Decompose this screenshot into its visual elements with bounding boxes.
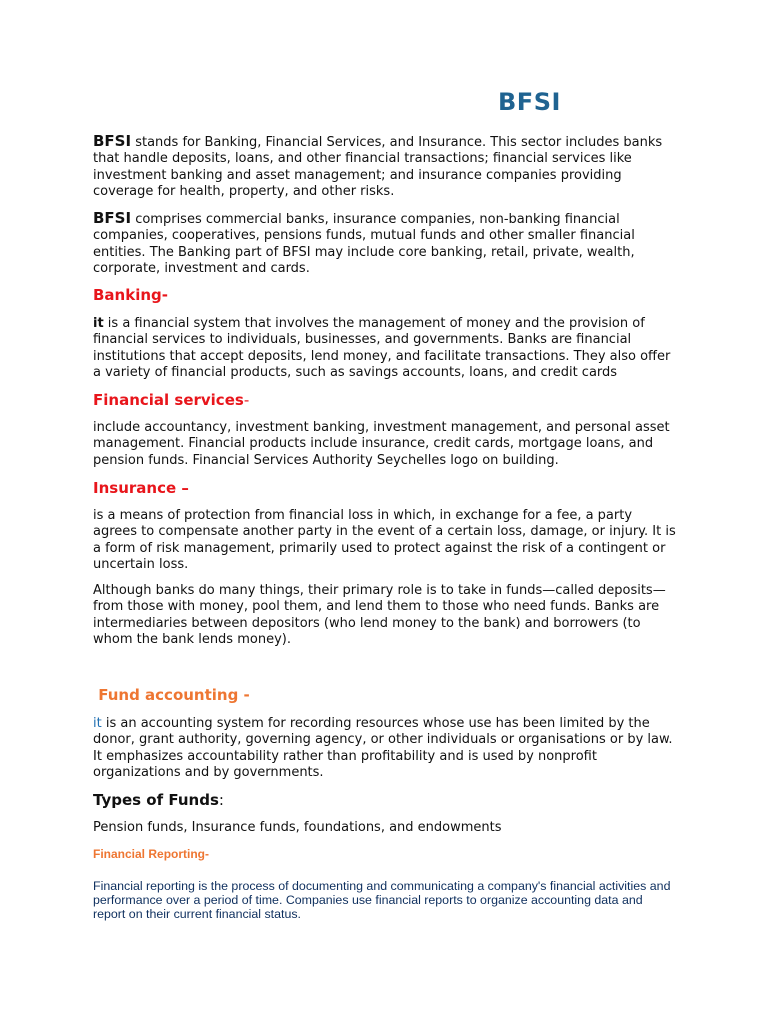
types-of-funds-heading-text: Types of Funds bbox=[93, 791, 219, 809]
financial-reporting-heading: Financial Reporting- bbox=[93, 847, 210, 861]
fund-accounting-paragraph bbox=[93, 716, 678, 781]
banking-text: is a financial system that involves the management of money and the provision of financial services to individuals, businesses, and governments. Banks are financial institutions that accept deposits, lend money, and facilitate transactions. They also offer a variety of financial products, such as savings accounts, loans, and credit cards bbox=[93, 316, 671, 380]
document-title: BFSI bbox=[498, 88, 561, 116]
intro-lead-2: BFSI bbox=[93, 209, 132, 227]
banking-lead: it bbox=[93, 316, 104, 331]
financial-services-heading-suffix: - bbox=[243, 391, 250, 409]
insurance-paragraph-1: is a means of protection from financial loss in which, in exchange for a fee, a party agrees to compensate another party in the event of a certain loss, damage, or injury. It is a form of risk management, primarily used to protect against the risk of a contingent or uncertain loss. bbox=[93, 508, 676, 572]
intro-lead-1: BFSI bbox=[93, 132, 132, 150]
insurance-paragraph-2: Although banks do many things, their primary role is to take in funds—called deposits—from those with money, pool them, and lend them to those who need funds. Banks are intermediaries between depositors (who lend money to the bank) and borrowers (to whom the bank lends money). bbox=[93, 583, 666, 647]
intro-paragraph-1 bbox=[93, 133, 678, 200]
financial-services-paragraph: include accountancy, investment banking, investment management, and personal asset management. Financial products include insurance, credit cards, mortgage loans, and pension funds. Financial Services Authority Seychelles logo on building. bbox=[93, 420, 670, 468]
fund-accounting-lead: it bbox=[93, 716, 102, 731]
types-of-funds-colon: : bbox=[218, 791, 224, 809]
intro-paragraph-2 bbox=[93, 210, 678, 277]
financial-services-heading bbox=[93, 391, 678, 409]
financial-services-heading-text: Financial services bbox=[93, 391, 244, 409]
types-of-funds-heading bbox=[93, 791, 678, 809]
banking-heading: Banking- bbox=[93, 286, 168, 304]
insurance-heading: Insurance – bbox=[93, 479, 189, 497]
intro-text-1: stands for Banking, Financial Services, and Insurance. This sector includes banks that handle deposits, loans, and other financial transactions; financial services like investment banking and asset management; and insurance companies providing coverage for health, property, and other risks. bbox=[93, 135, 663, 199]
financial-reporting-paragraph: Financial reporting is the process of documenting and communicating a company's financial activities and performance over a period of time. Companies use financial reports to organize accounting data and report on their current financial status. bbox=[93, 879, 671, 921]
intro-text-2: comprises commercial banks, insurance companies, non-banking financial companies, cooperatives, pensions funds, mutual funds and other smaller financial entities. The Banking part of BFSI may include core banking, retail, private, wealth, corporate, investment and cards. bbox=[93, 212, 635, 276]
banking-paragraph bbox=[93, 316, 678, 381]
types-of-funds-paragraph: Pension funds, Insurance funds, foundations, and endowments bbox=[93, 820, 502, 835]
fund-accounting-heading: Fund accounting - bbox=[93, 686, 250, 704]
fund-accounting-text: is an accounting system for recording resources whose use has been limited by the donor, grant authority, governing agency, or other individuals or organisations or by law. It emphasizes accountability rather than profitability and is used by nonprofit organizations and by governments. bbox=[93, 716, 673, 780]
